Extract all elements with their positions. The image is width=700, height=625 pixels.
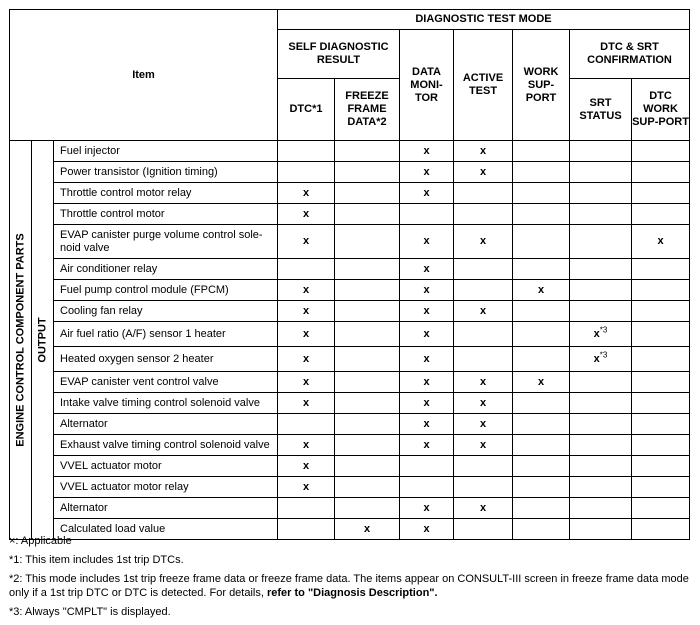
data-monitor-cell <box>400 456 454 477</box>
data-monitor-cell <box>400 141 454 162</box>
applicable-mark: x <box>302 396 310 409</box>
active-test-cell <box>454 372 513 393</box>
item-header: Item <box>10 10 278 141</box>
freeze-frame-cell <box>335 162 400 183</box>
output-text: OUTPUT <box>36 317 48 363</box>
work-support-cell <box>513 259 570 280</box>
applicable-mark: x <box>479 396 487 409</box>
srt-status-cell <box>570 280 632 301</box>
data-monitor-header: DATA MONI-TOR <box>400 30 454 141</box>
item-name: Air fuel ratio (A/F) sensor 1 heater <box>54 322 278 347</box>
item-name: Exhaust valve timing control solenoid valve <box>54 435 278 456</box>
item-name: EVAP canister purge volume control sole-noid valve <box>54 225 278 259</box>
srt-status-cell <box>570 347 632 372</box>
item-name: Calculated load value <box>54 519 278 540</box>
dtc-work-support-cell <box>632 301 690 322</box>
active-test-cell <box>454 456 513 477</box>
dtc-work-support-cell <box>632 393 690 414</box>
dtc-cell <box>278 393 335 414</box>
active-test-cell <box>454 141 513 162</box>
applicable-mark: x <box>423 283 430 296</box>
work-support-cell <box>513 322 570 347</box>
freeze-frame-cell <box>335 183 400 204</box>
item-name: Fuel pump control module (FPCM) <box>54 280 278 301</box>
applicable-mark: x <box>302 480 310 493</box>
item-name: Throttle control motor relay <box>54 183 278 204</box>
applicable-mark: x <box>657 235 664 247</box>
srt-status-cell <box>570 204 632 225</box>
active-test-cell <box>454 162 513 183</box>
table-row <box>10 414 690 435</box>
dtc-work-support-cell <box>632 183 690 204</box>
table-row <box>10 162 690 183</box>
data-monitor-cell <box>400 477 454 498</box>
srt-status-cell <box>570 477 632 498</box>
freeze-frame-cell <box>335 456 400 477</box>
diagnostic-table-container <box>9 9 690 540</box>
applicable-mark: x <box>302 327 310 340</box>
active-test-cell <box>454 259 513 280</box>
srt-status-cell <box>570 393 632 414</box>
applicable-mark: x <box>479 235 487 247</box>
work-support-cell <box>513 477 570 498</box>
applicable-mark: x <box>423 144 430 157</box>
freeze-frame-cell <box>335 259 400 280</box>
freeze-frame-cell <box>335 372 400 393</box>
diagnostic-test-mode-table <box>9 9 690 540</box>
work-support-cell <box>513 414 570 435</box>
item-name: Power transistor (Ignition timing) <box>54 162 278 183</box>
dtc-cell <box>278 204 335 225</box>
applicable-mark: x <box>537 283 545 296</box>
dtc-cell <box>278 372 335 393</box>
freeze-frame-cell <box>335 301 400 322</box>
applicable-mark: x <box>302 352 310 365</box>
active-test-header: ACTIVE TEST <box>454 30 513 141</box>
dtc-work-support-cell <box>632 414 690 435</box>
table-row <box>10 322 690 347</box>
table-row <box>10 259 690 280</box>
dtc-work-support-cell <box>632 322 690 347</box>
note-2-text: *2: This mode includes 1st trip freeze frame data or freeze frame data. The items appear on CONSULT-III screen in freeze frame data mode only if a 1st trip DTC or DTC is detected. For details, <box>9 573 689 599</box>
data-monitor-cell <box>400 414 454 435</box>
active-test-cell <box>454 225 513 259</box>
dtc-cell <box>278 456 335 477</box>
srt-status-cell <box>570 435 632 456</box>
active-test-cell <box>454 204 513 225</box>
table-row <box>10 183 690 204</box>
table-row <box>10 498 690 519</box>
note-applicable: ×: Applicable <box>9 535 72 547</box>
table-row <box>10 372 690 393</box>
applicable-mark: x <box>593 352 600 365</box>
diagnostic-test-mode-header: DIAGNOSTIC TEST MODE <box>278 10 690 30</box>
data-monitor-cell <box>400 435 454 456</box>
srt-status-cell <box>570 456 632 477</box>
freeze-frame-data-header: FREEZE FRAME DATA*2 <box>335 79 400 141</box>
applicable-mark: x <box>479 438 487 451</box>
self-diagnostic-result-header: SELF DIAGNOSTIC RESULT <box>278 30 400 79</box>
srt-status-cell <box>570 141 632 162</box>
applicable-mark: x <box>479 165 487 178</box>
applicable-mark: x <box>479 375 487 388</box>
dtc-work-support-cell <box>632 162 690 183</box>
applicable-mark: x <box>302 375 310 388</box>
srt-status-cell <box>570 414 632 435</box>
engine-control-component-parts-text: ENGINE CONTROL COMPONENT PARTS <box>14 233 26 447</box>
dtc-cell <box>278 414 335 435</box>
table-row <box>10 280 690 301</box>
applicable-mark: x <box>423 304 430 317</box>
item-name: EVAP canister vent control valve <box>54 372 278 393</box>
applicable-mark: x <box>363 522 371 535</box>
dtc-work-support-cell <box>632 259 690 280</box>
table-row <box>10 393 690 414</box>
footnotes <box>9 534 693 624</box>
freeze-frame-cell <box>335 393 400 414</box>
table-row <box>10 204 690 225</box>
applicable-mark: x <box>302 438 310 451</box>
data-monitor-cell <box>400 347 454 372</box>
applicable-mark: x <box>423 235 430 247</box>
item-name: Throttle control motor <box>54 204 278 225</box>
freeze-frame-cell <box>335 498 400 519</box>
work-support-cell <box>513 347 570 372</box>
dtc-srt-confirmation-header: DTC & SRT CONFIRMATION <box>570 30 690 79</box>
table-row <box>10 225 690 259</box>
freeze-frame-cell <box>335 280 400 301</box>
work-support-cell <box>513 456 570 477</box>
dtc-cell <box>278 141 335 162</box>
dtc-work-support-cell <box>632 347 690 372</box>
dtc-cell <box>278 435 335 456</box>
applicable-mark: x <box>423 165 430 178</box>
dtc-cell <box>278 183 335 204</box>
note-1: *1: This item includes 1st trip DTCs. <box>9 554 184 566</box>
item-name: Fuel injector <box>54 141 278 162</box>
dtc-work-support-cell <box>632 477 690 498</box>
dtc-cell <box>278 162 335 183</box>
active-test-cell <box>454 183 513 204</box>
dtc-work-support-cell <box>632 435 690 456</box>
freeze-frame-cell <box>335 347 400 372</box>
data-monitor-cell <box>400 301 454 322</box>
data-monitor-cell <box>400 280 454 301</box>
applicable-mark: x <box>423 375 430 388</box>
srt-status-cell <box>570 259 632 280</box>
note-2 <box>9 572 693 600</box>
work-support-cell <box>513 141 570 162</box>
data-monitor-cell <box>400 393 454 414</box>
applicable-mark: x <box>302 459 310 472</box>
engine-control-component-parts-label <box>10 141 32 540</box>
diagnostic-table-body <box>10 141 690 540</box>
dtc-work-support-header: DTC WORK SUP-PORT <box>632 79 690 141</box>
dtc-cell <box>278 280 335 301</box>
work-support-cell <box>513 280 570 301</box>
data-monitor-cell <box>400 162 454 183</box>
applicable-mark: x <box>423 327 430 340</box>
active-test-cell <box>454 347 513 372</box>
item-name: VVEL actuator motor relay <box>54 477 278 498</box>
work-support-cell <box>513 498 570 519</box>
active-test-cell <box>454 414 513 435</box>
applicable-mark: x <box>423 417 430 430</box>
applicable-mark: x <box>423 352 430 365</box>
footnote-3-marker: *3 <box>599 349 608 359</box>
footnote-3-marker: *3 <box>599 324 608 334</box>
dtc-cell <box>278 498 335 519</box>
applicable-mark: x <box>479 304 487 317</box>
work-support-header: WORK SUP-PORT <box>513 30 570 141</box>
dtc-work-support-cell <box>632 225 690 259</box>
table-row <box>10 141 690 162</box>
work-support-cell <box>513 204 570 225</box>
work-support-cell <box>513 162 570 183</box>
srt-status-cell <box>570 322 632 347</box>
table-row <box>10 477 690 498</box>
dtc-cell <box>278 477 335 498</box>
dtc-cell <box>278 225 335 259</box>
table-row <box>10 301 690 322</box>
applicable-mark: x <box>302 304 310 317</box>
output-label <box>32 141 54 540</box>
applicable-mark: x <box>423 396 430 409</box>
diagnosis-description-link[interactable]: refer to "Diagnosis Description". <box>266 587 438 599</box>
applicable-mark: x <box>423 262 430 275</box>
item-name: Intake valve timing control solenoid valve <box>54 393 278 414</box>
dtc-work-support-cell <box>632 456 690 477</box>
work-support-cell <box>513 183 570 204</box>
applicable-mark: x <box>537 375 545 388</box>
applicable-mark: x <box>302 207 310 220</box>
freeze-frame-cell <box>335 477 400 498</box>
active-test-cell <box>454 301 513 322</box>
srt-status-cell <box>570 372 632 393</box>
srt-status-cell <box>570 301 632 322</box>
work-support-cell <box>513 225 570 259</box>
item-name: Alternator <box>54 414 278 435</box>
data-monitor-cell <box>400 372 454 393</box>
dtc-work-support-cell <box>632 498 690 519</box>
dtc-cell <box>278 322 335 347</box>
srt-status-cell <box>570 225 632 259</box>
data-monitor-cell <box>400 259 454 280</box>
note-3: *3: Always "CMPLT" is displayed. <box>9 606 171 618</box>
active-test-cell <box>454 393 513 414</box>
dtc-cell <box>278 259 335 280</box>
freeze-frame-cell <box>335 204 400 225</box>
applicable-mark: x <box>479 144 487 157</box>
dtc-cell <box>278 301 335 322</box>
table-row <box>10 435 690 456</box>
srt-status-cell <box>570 498 632 519</box>
dtc-work-support-cell <box>632 372 690 393</box>
work-support-cell <box>513 393 570 414</box>
item-name: VVEL actuator motor <box>54 456 278 477</box>
item-name: Cooling fan relay <box>54 301 278 322</box>
applicable-mark: x <box>423 501 430 514</box>
freeze-frame-cell <box>335 225 400 259</box>
dtc-header: DTC*1 <box>278 79 335 141</box>
work-support-cell <box>513 301 570 322</box>
applicable-mark: x <box>302 283 310 296</box>
dtc-cell <box>278 347 335 372</box>
applicable-mark: x <box>302 235 310 247</box>
applicable-mark: x <box>479 501 487 514</box>
freeze-frame-cell <box>335 322 400 347</box>
active-test-cell <box>454 498 513 519</box>
data-monitor-cell <box>400 498 454 519</box>
active-test-cell <box>454 322 513 347</box>
work-support-cell <box>513 372 570 393</box>
item-name: Heated oxygen sensor 2 heater <box>54 347 278 372</box>
item-name: Air conditioner relay <box>54 259 278 280</box>
applicable-mark: x <box>423 522 430 535</box>
active-test-cell <box>454 477 513 498</box>
freeze-frame-cell <box>335 414 400 435</box>
data-monitor-cell <box>400 183 454 204</box>
applicable-mark: x <box>479 417 487 430</box>
dtc-work-support-cell <box>632 280 690 301</box>
table-row <box>10 456 690 477</box>
srt-status-cell <box>570 162 632 183</box>
data-monitor-cell <box>400 204 454 225</box>
freeze-frame-cell <box>335 435 400 456</box>
applicable-mark: x <box>423 438 430 451</box>
active-test-cell <box>454 280 513 301</box>
data-monitor-cell <box>400 322 454 347</box>
dtc-work-support-cell <box>632 204 690 225</box>
item-name: Alternator <box>54 498 278 519</box>
work-support-cell <box>513 435 570 456</box>
dtc-work-support-cell <box>632 141 690 162</box>
applicable-mark: x <box>302 186 310 199</box>
srt-status-cell <box>570 183 632 204</box>
applicable-mark: x <box>423 186 430 199</box>
table-row <box>10 347 690 372</box>
active-test-cell <box>454 435 513 456</box>
srt-status-header: SRT STATUS <box>570 79 632 141</box>
freeze-frame-cell <box>335 141 400 162</box>
data-monitor-cell <box>400 225 454 259</box>
applicable-mark: x <box>593 327 600 340</box>
